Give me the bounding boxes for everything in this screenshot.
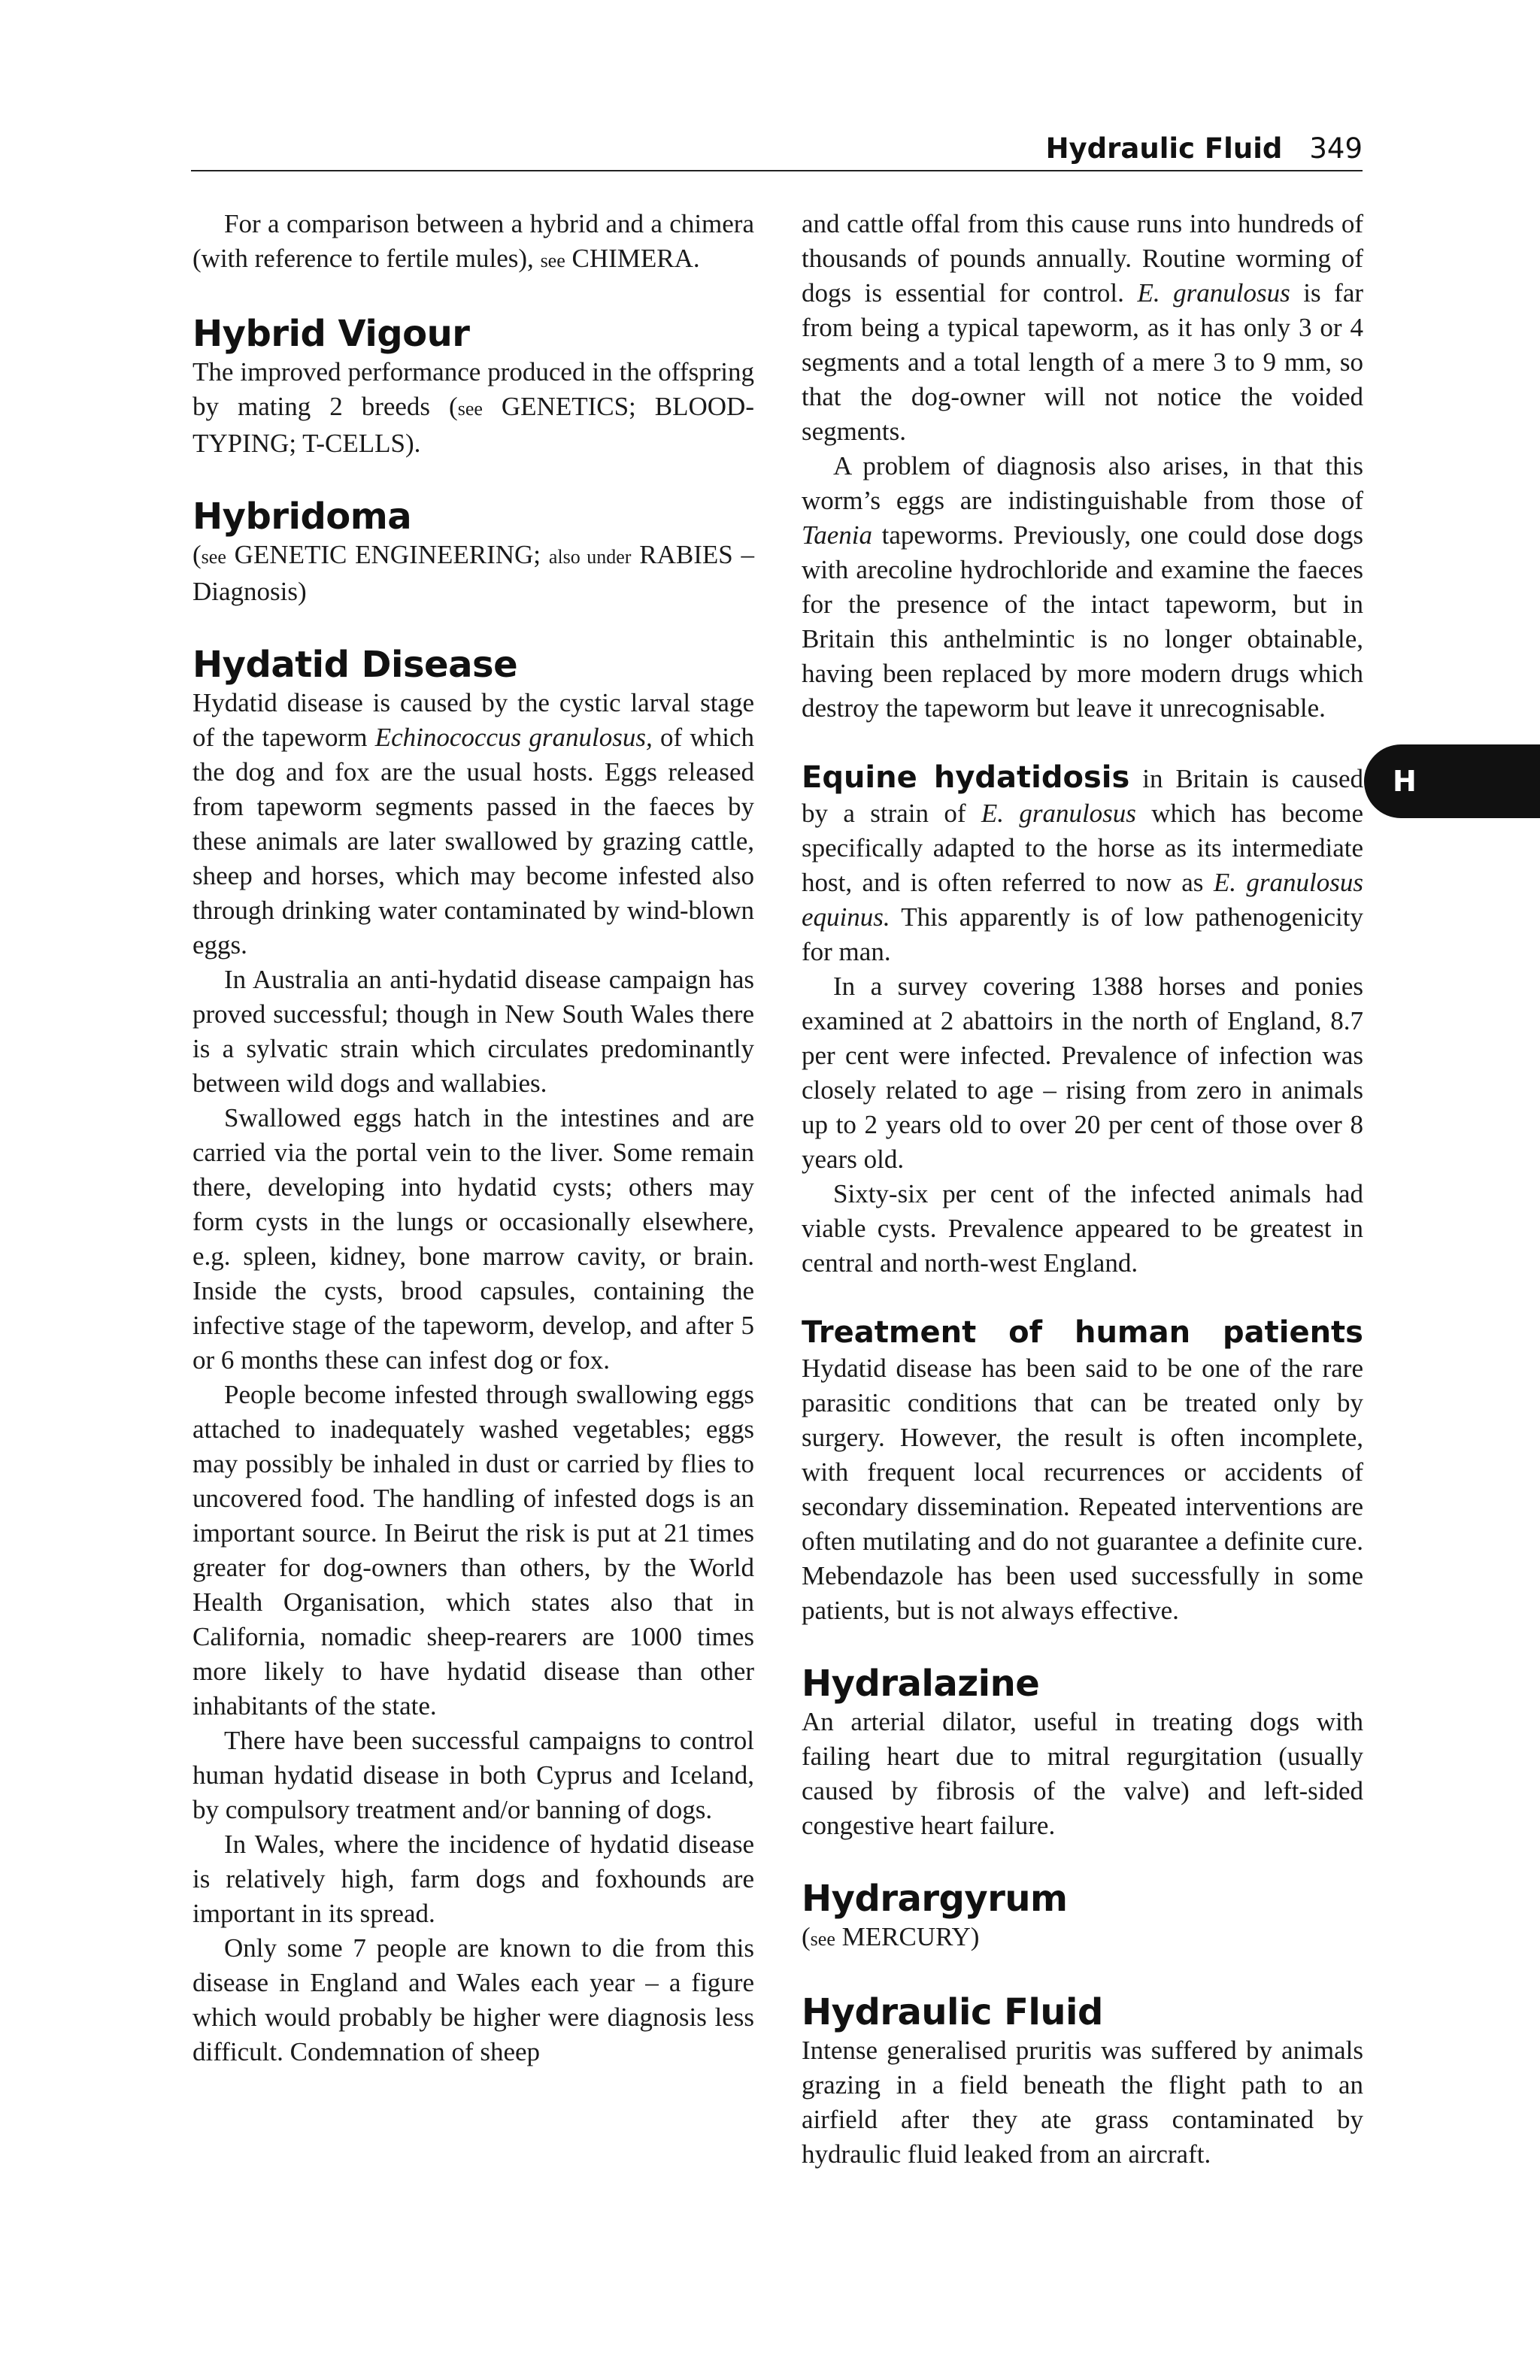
hydatid-paragraph-6: In Wales, where the incidence of hydatid disease is relatively high, farm dogs and foxhounds are important in its spread. (192, 1830, 754, 1928)
running-head-title: Hydraulic Fluid (1045, 132, 1283, 165)
running-head (191, 124, 1363, 165)
equine-hydatidosis-paragraph: Equine hydatidosis in Britain is caused by a strain of E. granulosus which has become specifically adapted to the horse as its intermediate host, and is often referred to now as E. granulosus equinus. This apparently is of low pathenogenicity for man. (802, 760, 1364, 966)
hydraulic-fluid-text: Intense generalised pruritis was suffered by animals grazing in a field beneath the flight path to an airfield after they ate grass contaminated by hydraulic fluid leaked from an aircraft. (802, 2036, 1363, 2169)
header-rule (191, 170, 1363, 171)
equine-cysts-paragraph: Sixty-six per cent of the infected animals had viable cysts. Prevalence appeared to be greatest in central and north-west England. (802, 1179, 1363, 1278)
hydatid-paragraph-4: People become infested through swallowing eggs attached to inadequately washed vegetables; eggs may possibly be inhaled in dust or carried by flies to uncovered food. The handling of infested dogs is an important source. In Beirut the risk is put at 21 times greater for dog-owners than others, by the World Health Organisation, which states also that in California, nomadic sheep-rearers are 1000 times more likely to have hydatid disease than other inhabitants of the state. (192, 1380, 754, 1721)
hybridoma-text: (see GENETIC ENGINEERING; also under RABIES – Diagnosis) (192, 540, 755, 606)
heading-hydrargyrum: Hydrargyrum (802, 1878, 1068, 1920)
hydatid-paragraph-5: There have been successful campaigns to control human hydatid disease in both Cyprus and Iceland, by compulsory treatment and/or banning of dogs. (192, 1726, 754, 1824)
heading-hybridoma: Hybridoma (192, 496, 412, 538)
heading-hydatid-disease: Hydatid Disease (192, 644, 518, 686)
runin-equine-hydatidosis: Equine hydatidosis (802, 760, 1130, 795)
hydatid-paragraph-2: In Australia an anti-hydatid disease campaign has proved successful; though in New South Wales there is a sylvatic strain which circulates predominantly between wild dogs and wallabies. (192, 965, 754, 1098)
page-number: 349 (1309, 132, 1363, 165)
hydatid-paragraph-3: Swallowed eggs hatch in the intestines and are carried via the portal vein to the liver. Some remain there, developing into hydatid cysts; others may form cysts in the lungs or occasionally elsewhere, e.g. spleen, kidney, bone marrow cavity, or brain. Inside the cysts, brood capsules, containing the infective stage of the tapeworm, develop, and after 5 or 6 months these can infest dog or fox. (192, 1103, 754, 1375)
hybrid-vigour-text: The improved performance produced in the offspring by mating 2 breeds (see GENETICS; BLOOD-TYPING; T-CELLS). (192, 357, 754, 458)
alphabet-thumb-tab (1364, 744, 1540, 818)
hydralazine-text: An arterial dilator, useful in treating dogs with failing heart due to mitral regurgitation (usually caused by fibrosis of the valve) and left-sided congestive heart failure. (802, 1707, 1363, 1840)
diagnosis-paragraph: A problem of diagnosis also arises, in that this worm’s eggs are indistinguishable from those of Taenia tapeworms. Previously, one could dose dogs with arecoline hydrochloride and examine the faeces for the presence of the intact tapeworm, but in Britain this anthelmintic is no longer obtainable, having been replaced by more modern drugs which destroy the tapeworm but leave it unrecognisable. (802, 451, 1364, 723)
runin-treatment: Treatment of human patients (802, 1315, 1363, 1350)
hydatid-paragraph-7: Only some 7 people are known to die from this disease in England and Wales each year – a figure which would probably be higher were diagnosis less difficult. Condemnation of sheep (192, 1933, 754, 2066)
hydatid-continued-paragraph: and cattle offal from this cause runs into hundreds of thousands of pounds annually. Routine worming of dogs is essential for control. E. granulosus is far from being a typical tapeworm, as it has only 3 or 4 segments and a total length of a mere 3 to 9 mm, so that the dog-owner will not notice the voided segments. (802, 209, 1364, 446)
heading-hydraulic-fluid: Hydraulic Fluid (802, 1991, 1103, 2033)
thumb-tab-letter: H (1393, 765, 1417, 798)
left-column (192, 207, 754, 2069)
treatment-paragraph: Treatment of human patients Hydatid disease has been said to be one of the rare parasitic conditions that can be treated only by surgery. However, the result is often incomplete, with frequent local recurrences or accidents of secondary dissemination. Repeated interventions are often mutilating and do not guarantee a definite cure. Mebendazole has been used successfully in some patients, but is not always effective. (802, 1315, 1363, 1625)
heading-hydralazine: Hydralazine (802, 1663, 1040, 1705)
hydatid-paragraph-1: Hydatid disease is caused by the cystic larval stage of the tapeworm Echinococcus granulosus, of which the dog and fox are the usual hosts. Eggs released from tapeworm segments passed in the faeces by these animals are later swallowed by grazing cattle, sheep and horses, which may become infested also through drinking water contaminated by wind-blown eggs. (192, 688, 755, 960)
hydrargyrum-text: (see MERCURY) (802, 1922, 980, 1951)
right-column (802, 207, 1363, 2172)
chimera-paragraph: For a comparison between a hybrid and a chimera (with reference to fertile mules), see CHIMERA. (192, 209, 754, 273)
equine-survey-paragraph: In a survey covering 1388 horses and ponies examined at 2 abattoirs in the north of England, 8.7 per cent were infected. Prevalence of infection was closely related to age – rising from zero in animals up to 2 years old to over 20 per cent of those over 8 years old. (802, 972, 1363, 1174)
heading-hybrid-vigour: Hybrid Vigour (192, 313, 470, 355)
